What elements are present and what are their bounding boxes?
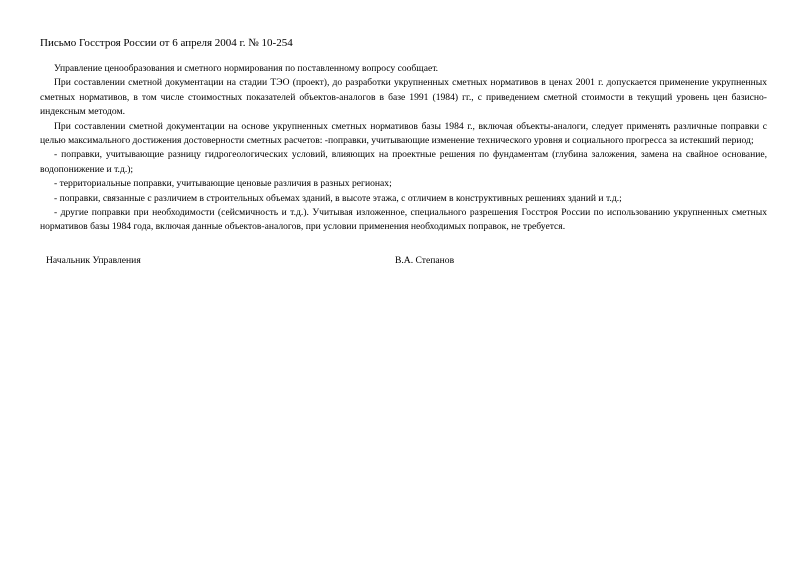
paragraph-corrections-1984: При составлении сметной документации на основе укрупненных сметных нормативов базы 1984 г., включая объекты-аналоги, следует применять различные поправки с целью максимального достижения достоверности сметных расчетов: -поправки, учитывающие изменение технического уровня и социального прогресса за истекший период;	[40, 120, 767, 147]
signatory-name: В.А. Степанов	[395, 255, 455, 266]
document-body	[40, 62, 767, 235]
paragraph-building-volumes: - поправки, связанные с различием в строительных объемах зданий, в высоте этажа, с отличием в конструктивных решениях зданий и т.д.;	[54, 192, 622, 204]
document-title: Письмо Госстроя России от 6 апреля 2004 г. № 10-254	[40, 37, 293, 49]
paragraph-other-corrections: - другие поправки при необходимости (сейсмичность и т.д.). Учитывая изложенное, специального разрешения Госстроя России по использованию укрупненных сметных нормативов базы 1984 года, включая данные объектов-аналогов, при условии применения необходимых поправок, не требуется.	[40, 207, 767, 233]
paragraph-territorial: - территориальные поправки, учитывающие ценовые различия в разных регионах;	[54, 178, 392, 190]
paragraph-teo-stage: При составлении сметной документации на стадии ТЭО (проект), до разработки укрупненных сметных нормативов в ценах 2001 г. допускается применение укрупненных сметных нормативов, в том числе стоимостных показателей объектов-аналогов в базе 1991 (1984) гг., с приведением сметной стоимости в текущий уровень цен базисно-индексным методом.	[40, 77, 767, 118]
document-page	[40, 36, 767, 266]
paragraph-hydrogeology: - поправки, учитывающие разницу гидрогеологических условий, влияющих на проектные решения по фундаментам (глубина заложения, замена на свайное основание, водопонижение и т.д.);	[40, 149, 767, 175]
signatory-position: Начальник Управления	[46, 255, 141, 266]
paragraph-intro: Управление ценообразования и сметного нормирования по поставленному вопросу сообщает.	[54, 63, 439, 74]
